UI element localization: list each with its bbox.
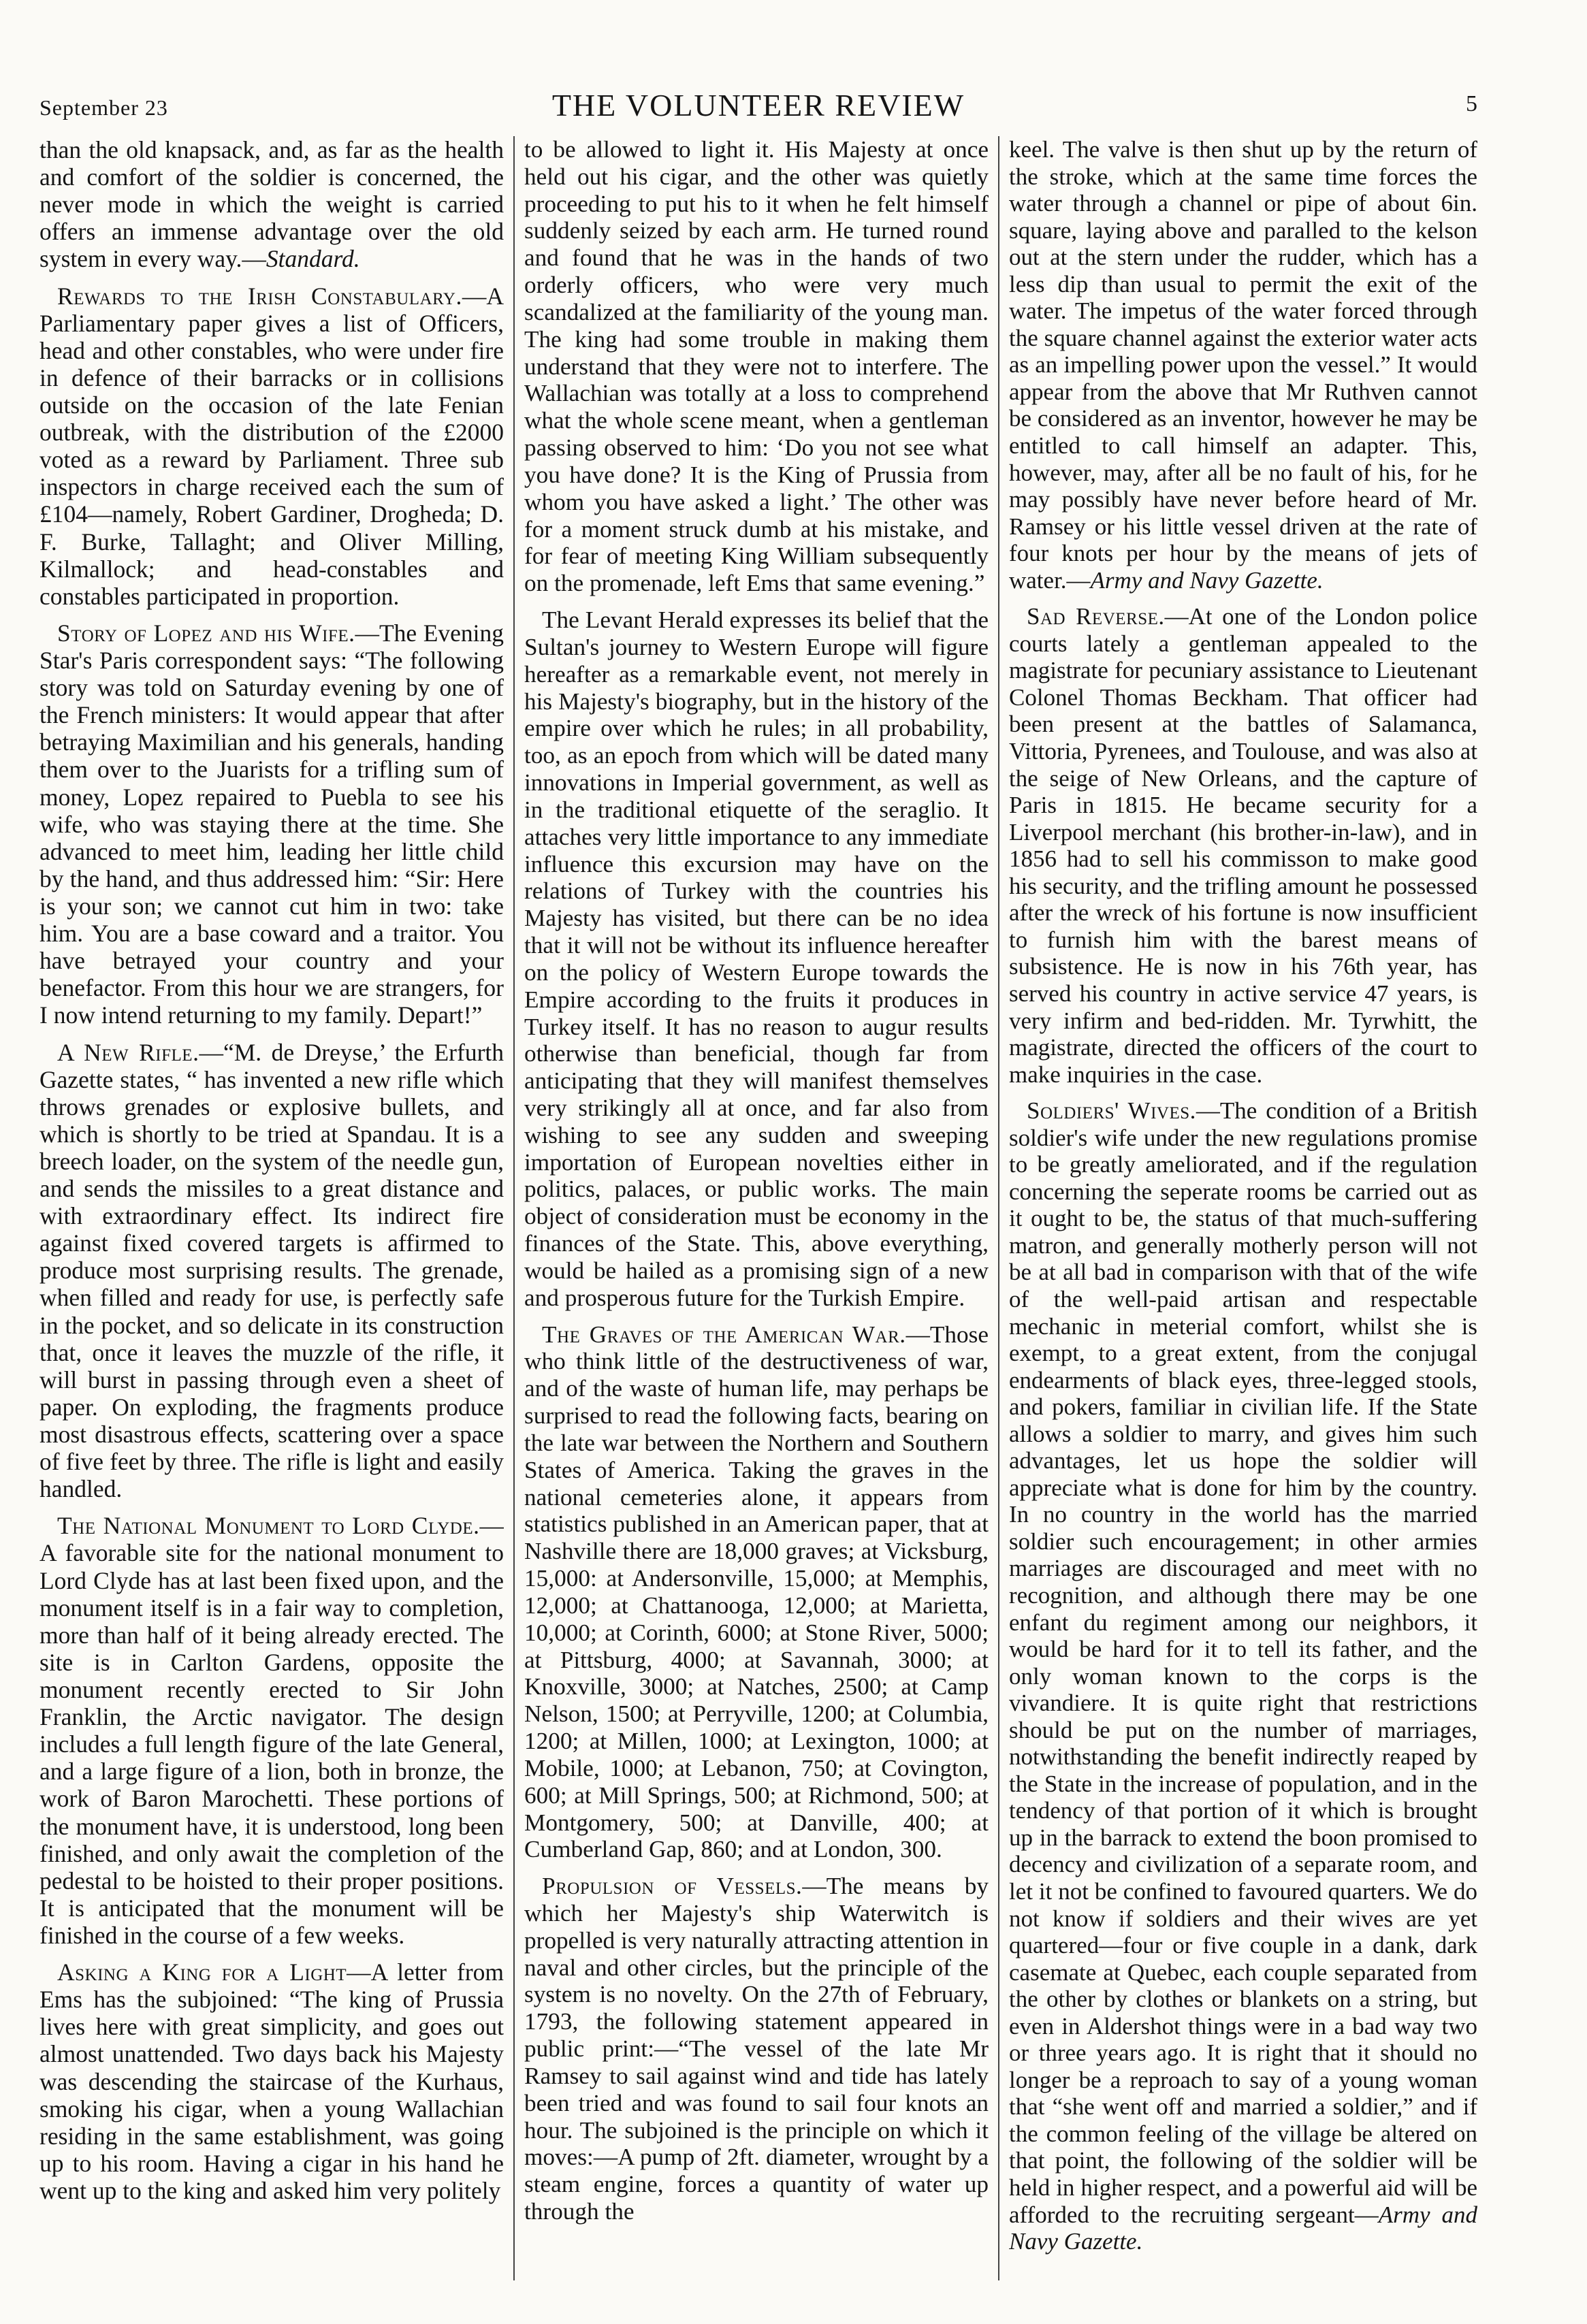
- article-body: —A Parliamentary paper gives a list of Officers, head and other constables, who were under fire in defence of their barracks or in collisions outside on the occasion of the late Fenian outbreak, with the distribution of the £2000 voted as a reward by Parliament. Three sub inspectors in charge received each the sum of £104—namely, Robert Gardiner, Drogheda; D. F. Burke, Tallaght; and Oliver Milling, Kilmallock; and head-constables and constables participated in proportion.: [39, 282, 504, 610]
- article-heading: The Graves of the American War.: [542, 1321, 906, 1348]
- page-number: 5: [1466, 91, 1477, 116]
- article-source: Army and Navy Gazette.: [1090, 566, 1324, 594]
- newspaper-title: THE VOLUNTEER REVIEW: [551, 88, 965, 123]
- article-paragraph: [39, 1039, 504, 1503]
- article-paragraph: [1009, 1097, 1477, 2255]
- article-body: —A favorable site for the national monument to Lord Clyde has at last been fixed upon, and the monument itself is in a fair way to completion, more than half of it being already erected. The site is in Carlton Gardens, opposite the monument recently erected to Sir John Franklin, the Arctic navigator. The design includes a full length figure of the late General, and a large figure of a lion, both in bronze, the work of Baron Marochetti. These portions of the monument have, it is understood, long been finished, and only await the completion of the pedestal to be hoisted to their proper positions. It is anticipated that the monument will be finished in the course of a few weeks.: [39, 1512, 504, 1949]
- article-heading: The National Monument to Lord Clyde.: [57, 1512, 480, 1540]
- article-columns: [39, 136, 1477, 2280]
- column-rule: [513, 136, 515, 2280]
- header-date: September 23: [39, 95, 168, 120]
- article-paragraph: [524, 1873, 989, 2225]
- article-paragraph: [39, 1512, 504, 1949]
- column-3: [1009, 136, 1477, 2280]
- article-body: —Those who think little of the destructiveness of war, and of the waste of human life, may perhaps be surprised to read the following facts, bearing on the late war between the Northern and Southern States of America. Taking the graves in the national cemeteries alone, it appears from statistics published in an American paper, that at Nashville there are 18,000 graves; at Vicksburg, 15,000: at Andersonville, 15,000; at Memphis, 12,000; at Chattanooga, 12,000; at Marietta, 10,000; at Corinth, 6000; at Stone River, 5000; at Pittsburg, 4000; at Savannah, 3000; at Knoxville, 3000; at Natches, 2500; at Camp Nelson, 1500; at Perryville, 1200; at Columbia, 1200; at Millen, 1000; at Lexington, 1000; at Mobile, 1000; at Lebanon, 750; at Covington, 600; at Mill Springs, 500; at Richmond, 500; at Montgomery, 500; at Danville, 400; at Cumberland Gap, 860; and at London, 300.: [524, 1321, 989, 1863]
- article-body: —A letter from Ems has the subjoined: “The king of Prussia lives here with great simplicity, and goes out almost unattended. Two days back his Majesty was descending the staircase of the Kurhaus, smoking his cigar, when a young Wallachian residing in the same establishment, was going up to his room. Having a cigar in his hand he went up to the king and asked him very politely: [39, 1958, 504, 2204]
- article-paragraph: [39, 1958, 504, 2204]
- article-heading: Sad Reverse.: [1027, 603, 1165, 630]
- article-body: —At one of the London police courts lately a gentleman appealed to the magistrate for pecuniary assistance to Lieutenant Colonel Thomas Beckham. That officer had been present at the battles of Salamanca, Vittoria, Pyrenees, and Toulouse, and was also at the seige of New Orleans, and the capture of Paris in 1815. He became security for a Liverpool merchant (his brother-in-law), and in 1856 had to sell his commisson to make good his security, and the trifling amount he possessed after the wreck of his fortune is now insufficient to furnish him with the barest means of subsistence. He is now in his 76th year, has served his country in active service 47 years, is very infirm and bed-ridden. Mr. Tyrwhitt, the magistrate, directed the officers of the court to make inquiries in the case.: [1009, 603, 1477, 1088]
- article-heading: Soldiers' Wives.: [1027, 1097, 1196, 1125]
- article-paragraph: [524, 607, 989, 1312]
- article-paragraph: [524, 136, 989, 597]
- column-2: [524, 136, 989, 2280]
- page-header: [39, 87, 1477, 131]
- article-paragraph: [524, 1321, 989, 1864]
- column-1: [39, 136, 504, 2280]
- article-heading: Asking a King for a Light: [57, 1958, 347, 1986]
- article-paragraph: [39, 136, 504, 273]
- article-paragraph: [1009, 603, 1477, 1088]
- article-paragraph: [1009, 136, 1477, 594]
- article-heading: Story of Lopez and his Wife.: [57, 619, 355, 647]
- article-body: —“M. de Dreyse,’ the Erfurth Gazette states, “ has invented a new rifle which throws grenades or explosive bullets, and which is shortly to be tried at Spandau. It is a breech loader, on the system of the needle gun, and sends the missiles to a great distance and with extraordinary effect. Its indirect fire against fixed covered targets is affirmed to produce most surprising results. The grenade, when filled and ready for use, is perfectly safe in the pocket, and so delicate in its construction that, once it leaves the muzzle of the rifle, it will burst in passing through even a sheet of paper. On exploding, the fragments produce most disastrous effects, scattering over a space of five feet by three. The rifle is light and easily handled.: [39, 1038, 504, 1503]
- article-paragraph: [39, 283, 504, 610]
- article-body: than the old knapsack, and, as far as the health and comfort of the soldier is concerned, the never mode in which the weight is carried offers an immense advantage over the old system in every way.—: [39, 136, 504, 273]
- article-source: Army and Navy Gazette.: [1009, 2201, 1477, 2255]
- column-rule: [998, 136, 999, 2280]
- article-body: —The means by which her Majesty's ship Waterwitch is propelled is very naturally attracting attention in naval and other circles, but the principle of the system is no novelty. On the 27th of February, 1793, the following statement appeared in public print:—“The vessel of the late Mr Ramsey to sail against wind and tide has lately been tried and was found to sail four knots an hour. The subjoined is the principle on which it moves:—A pump of 2ft. diameter, wrought by a steam engine, forces a quantity of water up through the: [524, 1873, 989, 2225]
- article-body: The Levant Herald expresses its belief that the Sultan's journey to Western Europe will figure hereafter as a remarkable event, not merely in his Majesty's biography, but in the history of the empire over which he rules; in all probability, too, as an epoch from which will be dated many innovations in Imperial government, as well as in the traditional etiquette of the seraglio. It attaches very little importance to any immediate influence this excursion may have on the relations of Turkey with the countries his Majesty has visited, but there can be no idea that it will not be without its influence hereafter on the policy of Western Europe towards the Empire according to the fruits it produces in Turkey itself. It has no reason to augur results otherwise than beneficial, though far from anticipating that they will manifest themselves very strikingly all at once, and far also from wishing to see any sudden and sweeping importation of European novelties either in politics, palaces, or public works. The main object of consideration must be economy in the finances of the State. This, above everything, would be hailed as a promising sign of a new and prosperous future for the Turkish Empire.: [524, 607, 989, 1311]
- article-paragraph: [39, 619, 504, 1029]
- article-body: —The condition of a British soldier's wife under the new regulations promise to be greatly ameliorated, and if the regulation concerning the seperate rooms be carried out as it ought to be, the status of that much-suffering matron, and generally motherly person will not be at all bad in comparison with that of the wife of the well-paid artisan and respectable mechanic in meterial comfort, whilst she is exempt, to a great extent, from the conjugal endearments of black eyes, three-legged stools, and pokers, familiar in civilian life. If the State allows a soldier to marry, and gives him such advantages, let us hope the soldier will appreciate what is done for him by the country. In no country in the world has the married soldier such encouragement; in other armies marriages are discouraged and meet with no recognition, and although there may be one enfant du regiment among our neighbors, it would be hard for it to tell its father, and the only woman known to the corps is the vivandiere. It is quite right that restrictions should be put on the number of marriages, notwithstanding the benefit indirectly reaped by the State in the increase of population, and in the tendency of that portion of it which is brought up in the barrack to extend the boon promised to decency and civilization of a separate room, and let it not be confined to favoured quarters. We do not know if soldiers and their wives are yet quartered—four or five couple in a dank, dark casemate at Quebec, each couple separated from the other by clothes or blankets on a string, but even in Aldershot things were in a bad way two or three years ago. It is right that it should no longer be a reproach to say of a young woman that “she went off and married a soldier,” and if the common feeling of the village be altered on that point, the following of the soldier will be held in higher respect, and a powerful aid will be afforded to the recruiting sergeant—: [1009, 1097, 1477, 2228]
- article-body: to be allowed to light it. His Majesty at once held out his cigar, and the other was quietly proceeding to put his to it when he felt himself suddenly seized by each arm. He turned round and found that he was in the hands of two orderly officers, who were very much scandalized at the familiarity of the young man. The king had some trouble in making them understand that they were not to interfere. The Wallachian was totally at a loss to comprehend what the whole scene meant, when a gentleman passing observed to him: ‘Do you not see what you have done? It is the King of Prussia from whom you have asked a light.’ The other was for a moment struck dumb at his mistake, and for fear of meeting King William subsequently on the promenade, left Ems that same evening.”: [524, 136, 989, 597]
- article-heading: Rewards to the Irish Constabulary.: [57, 282, 462, 310]
- article-heading: Propulsion of Vessels.: [542, 1873, 803, 1900]
- article-body: keel. The valve is then shut up by the return of the stroke, which at the same time forces the water through a channel or pipe of about 6in. square, laying above and paralled to the kelson out at the stern under the rudder, which has a less dip than usual to permit the exit of the water. The impetus of the water forced through the square channel against the exterior water acts as an impelling power upon the vessel.” It would appear from the above that Mr Ruthven cannot be considered as an inventor, however he may be entitled to call himself an adapter. This, however, may, after all be no fault of his, for he may possibly have never before heard of Mr. Ramsey or his little vessel driven at the rate of four knots per hour by the means of jets of water.—: [1009, 136, 1477, 594]
- article-heading: A New Rifle.: [57, 1038, 199, 1066]
- article-source: Standard.: [266, 245, 360, 273]
- article-body: —The Evening Star's Paris correspondent says: “The following story was told on Saturday evening by one of the French ministers: It would appear that after betraying Maximilian and his generals, handing them over to the Juarists for a trifling sum of money, Lopez repaired to Puebla to see his wife, who was staying there at the time. She advanced to meet him, leading her little child by the hand, and thus addressed him: “Sir: Here is your son; we cannot cut him in two: take him. You are a base coward and a traitor. You have betrayed your country and your benefactor. From this hour we are strangers, for I now intend returning to my family. Depart!”: [39, 619, 504, 1029]
